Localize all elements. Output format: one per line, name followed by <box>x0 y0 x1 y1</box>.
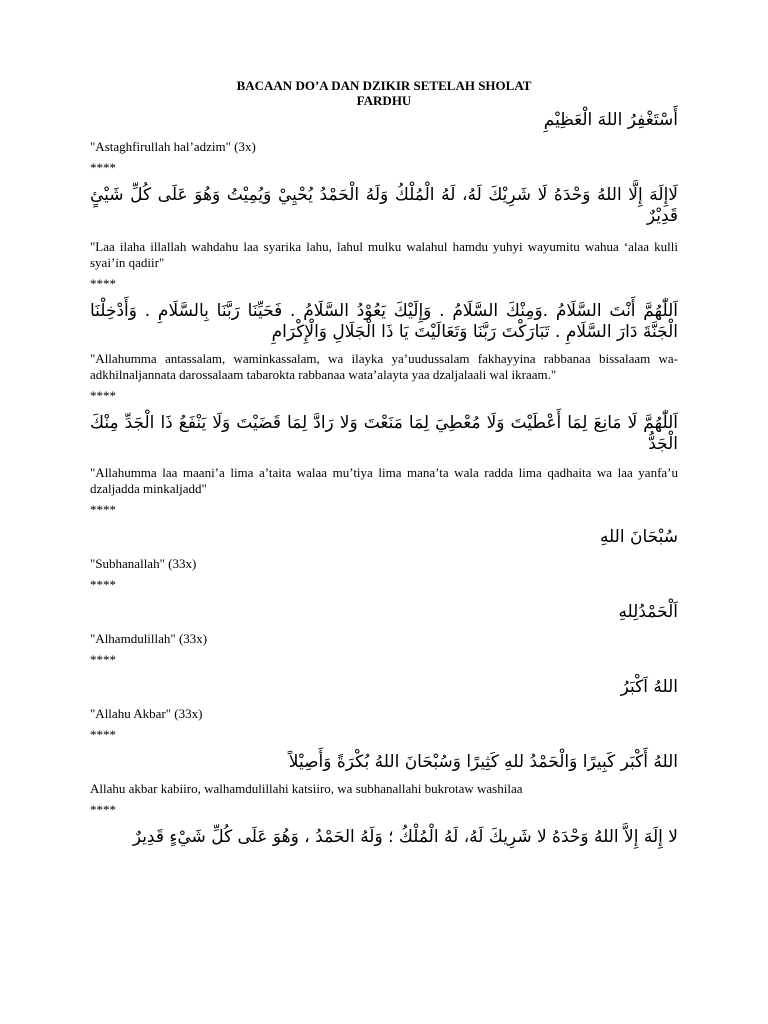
arabic-text-subhanallah: سُبْحَانَ اللهِ <box>599 527 678 547</box>
separator: **** <box>90 388 116 403</box>
latin-text-subhanallah: "Subhanallah" (33x) <box>90 556 197 571</box>
separator: **** <box>90 502 116 517</box>
latin-text-tahlil: "Laa ilaha illallah wahdahu laa syarika lahu, lahul mulku walahul hamdu yuhyi wayumitu wahua ‘alaa kulli syai’in qadiir" <box>90 239 678 270</box>
arabic-text-allahu-akbar-kabiira: اللهُ أَكْبَر كَبِيرًا وَالْحَمْدُ للهِ كَثِيرًا وَسُبْحَانَ اللهُ بُكْرَةً وَأَصِيْلاً <box>288 752 678 772</box>
separator: **** <box>90 652 116 667</box>
separator: **** <box>90 802 116 817</box>
separator: **** <box>90 276 116 291</box>
latin-text-alhamdulillah: "Alhamdulillah" (33x) <box>90 631 208 646</box>
latin-text-assalam: "Allahumma antassalam, waminkassalam, wa ilayka ya’uudussalam fakhayyina rabbanaa bissalaam wa-adkhilnaljannata darossalaam tabarokta rabbanaa wata’alayta yaa dzaljalaali wal ikraam." <box>90 351 678 382</box>
latin-text-laa-maania: "Allahumma laa maani’a lima a’taita walaa mu’tiya lima mana’ta wala radda lima qadhaita wa laa yanfa’u dzaljadda minkaljadd" <box>90 465 678 496</box>
arabic-text-tahlil: لَاإِلَهَ إِلَّا اللهُ وَحْدَهُ لَا شَرِيْكَ لَهُ، لَهُ الْمُلْكُ وَلَهُ الْحَمْدُ يُحْيِيْ وَيُمِيْتُ وَهُوَ عَلَى كُلِّ شَيْئٍ قَدِيْرٌ <box>90 185 678 226</box>
arabic-text-assalam: اَللّٰهُمَّ أَنْتَ السَّلَامُ .وَمِنْكَ السَّلَامُ . وَإِلَيْكَ يَعُوْدُ السَّلَامُ . فَحَيِّنَا رَبَّنَا بِالسَّلَامِ . وَأَدْخِلْنَا الْجَنَّةَ دَارَ السَّلَامِ . تَبَارَكْتَ رَبَّنَا وَتَعَالَيْتَ يَا ذَا الْجَلَالِ وَالْإِكْرَامِ <box>90 301 678 342</box>
latin-text-allahu-akbar-kabiira: Allahu akbar kabiiro, walhamdulillahi katsiiro, wa subhanallahi bukrotaw washilaa <box>90 781 523 796</box>
arabic-text-laa-maania: اَللّٰهُمَّ لَا مَانِعَ لِمَا أَعْطَيْتَ وَلَا مُعْطِيَ لِمَا مَنَعْتَ وَلا رَادَّ لِمَا قَضَيْتَ وَلَا يَنْفَعُ ذَا الْجَدِّ مِنْكَ الْجَدُّ <box>90 413 678 454</box>
document-title: BACAAN DO’A DAN DZIKIR SETELAH SHOLAT FARDHU <box>236 78 532 108</box>
arabic-text-allahu-akbar: اللهُ اَكْبَرُ <box>620 677 678 697</box>
document-page <box>90 78 678 848</box>
arabic-text-istighfar: أَسْتَغْفِرُ اللهَ الْعَظِيْمِ <box>543 110 678 130</box>
separator: **** <box>90 160 116 175</box>
separator: **** <box>90 577 116 592</box>
arabic-text-alhamdulillah: اَلْحَمْدُلِلهِ <box>618 602 678 622</box>
latin-text-istighfar: "Astaghfirullah hal’adzim" (3x) <box>90 139 256 154</box>
latin-text-allahu-akbar: "Allahu Akbar" (33x) <box>90 706 203 721</box>
arabic-text-tahlil-closing: لا إِلَهَ إِلاَّ اللهُ وَحْدَهُ لا شَرِيكَ لَهُ، لَهُ الْمُلْكُ ؛ وَلَهُ الحَمْدُ ، وَهُوَ عَلَى كُلِّ شَيْءٍ قَدِيرٌ <box>132 827 678 847</box>
separator: **** <box>90 727 116 742</box>
